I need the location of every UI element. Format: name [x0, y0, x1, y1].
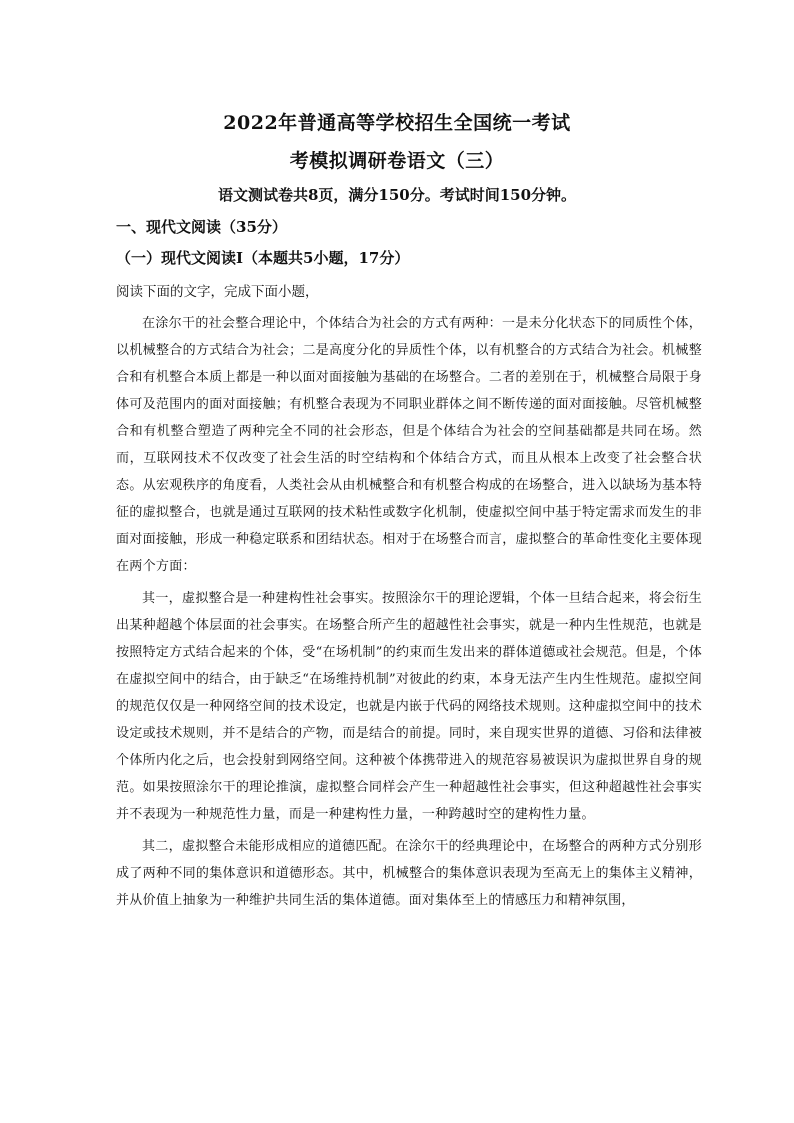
reading-passage: [116, 310, 702, 919]
reading-instruction: 阅读下面的文字，完成下面小题，: [116, 284, 319, 300]
exam-subtitle: 考模拟调研卷语文（三）: [289, 150, 505, 172]
subsection-heading: （一）现代文阅读Ⅰ（本题共5小题，17分）: [116, 249, 410, 267]
exam-info: 语文测试卷共8页，满分150分。考试时间150分钟。: [217, 186, 577, 204]
passage-paragraph-2: 其一，虚拟整合是一种建构性社会事实。按照涂尔干的理论逻辑，个体一旦结合起来，将会衍生出某种超越个体层面的社会事实。在场整合所产生的超越性社会事实，就是一种内生性规范，也就是按照特定方式结合起来的个体，受“在场机制”的约束而生发出来的群体道德或社会规范。但是，个体在虚拟空间中的结合，由于缺乏“在场维持机制”对彼此的约束，本身无法产生内生性规范。虚拟空间的规范仅仅是一种网络空间的技术设定，也就是内嵌于代码的网络技术规则。这种虚拟空间中的技术设定或技术规则，并不是结合的产物，而是结合的前提。同时，来自现实世界的道德、习俗和法律被个体所内化之后，也会投射到网络空间。这种被个体携带进入的规范容易被误识为虚拟世界自身的规范。如果按照涂尔干的理论推演，虚拟整合同样会产生一种超越性社会事实，但这种超越性社会事实并不表现为一种规范性力量，而是一种建构性力量，一种跨越时空的建构性力量。: [116, 591, 702, 822]
passage-paragraph-3: 其二，虚拟整合未能形成相应的道德匹配。在涂尔干的经典理论中，在场整合的两种方式分别形成了两种不同的集体意识和道德形态。其中，机械整合的集体意识表现为至高无上的集体主义精神，并从价值上抽象为一种维护共同生活的集体道德。面对集体至上的情感压力和精神氛围，: [116, 839, 702, 908]
exam-title: 2022年普通高等学校招生全国统一考试: [223, 112, 571, 134]
passage-paragraph-1: 在涂尔干的社会整合理论中，个体结合为社会的方式有两种：一是未分化状态下的同质性个体，以机械整合的方式结合为社会；二是高度分化的异质性个体，以有机整合的方式结合为社会。机械整合和有机整合本质上都是一种以面对面接触为基础的在场整合。二者的差别在于，机械整合局限于身体可及范围内的面对面接触；有机整合表现为不同职业群体之间不断传递的面对面接触。尽管机械整合和有机整合塑造了两种完全不同的社会形态，但是个体结合为社会的空间基础都是共同在场。然而，互联网技术不仅改变了社会生活的时空结构和个体结合方式，而且从根本上改变了社会整合状态。从宏观秩序的角度看，人类社会从由机械整合和有机整合构成的在场整合，进入以缺场为基本特征的虚拟整合，也就是通过互联网的技术粘性或数字化机制，使虚拟空间中基于特定需求而发生的非面对面接触，形成一种稳定联系和团结状态。相对于在场整合而言，虚拟整合的革命性变化主要体现在两个方面：: [116, 316, 702, 574]
section-heading: 一、现代文阅读（35分）: [116, 218, 287, 236]
